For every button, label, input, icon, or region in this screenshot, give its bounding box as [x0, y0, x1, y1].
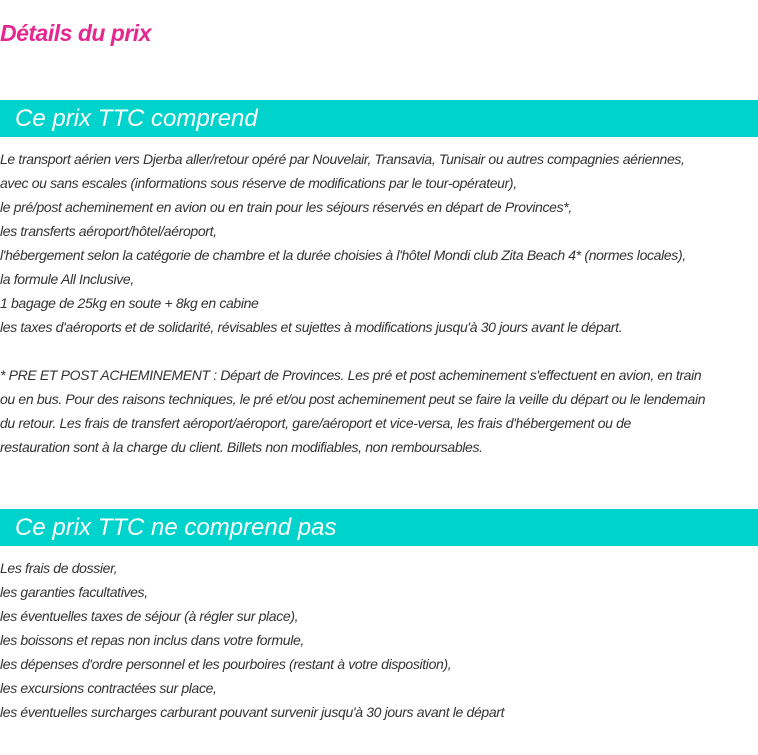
excluded-line: les éventuelles taxes de séjour (à régler sur place), [0, 608, 299, 624]
acheminement-note-line: du retour. Les frais de transfert aéroport/aéroport, gare/aéroport et vice-versa, les frais d'hébergement ou de [0, 415, 631, 431]
section-header-included: Ce prix TTC comprend [0, 100, 758, 137]
excluded-line: les éventuelles surcharges carburant pouvant survenir jusqu'à 30 jours avant le départ [0, 704, 505, 720]
included-line: Le transport aérien vers Djerba aller/retour opéré par Nouvelair, Transavia, Tunisair ou autres compagnies aériennes, [0, 151, 685, 167]
included-line: avec ou sans escales (informations sous réserve de modifications par le tour-opérateur), [0, 175, 517, 191]
excluded-line: Les frais de dossier, [0, 560, 118, 576]
excluded-line: les excursions contractées sur place, [0, 680, 217, 696]
included-line: la formule All Inclusive, [0, 271, 134, 287]
section-header-excluded: Ce prix TTC ne comprend pas [0, 509, 758, 546]
acheminement-note-line: * PRE ET POST ACHEMINEMENT : Départ de Provinces. Les pré et post acheminement s'effectuent en avion, en train [0, 367, 702, 383]
acheminement-note-line: ou en bus. Pour des raisons techniques, le pré et/ou post acheminement peut se faire la veille du départ ou le lendemain [0, 391, 706, 407]
included-line: les transferts aéroport/hôtel/aéroport, [0, 223, 217, 239]
page-title: Détails du prix [0, 20, 151, 46]
included-line: les taxes d'aéroports et de solidarité, révisables et sujettes à modifications jusqu'à 30 jours avant le départ. [0, 319, 623, 335]
included-line: le pré/post acheminement en avion ou en train pour les séjours réservés en départ de Provinces*, [0, 199, 572, 215]
excluded-line: les garanties facultatives, [0, 584, 148, 600]
excluded-line: les boissons et repas non inclus dans votre formule, [0, 632, 304, 648]
acheminement-note-line: restauration sont à la charge du client. Billets non modifiables, non remboursables. [0, 439, 483, 455]
included-line: 1 bagage de 25kg en soute + 8kg en cabine [0, 295, 259, 311]
included-line: l'hébergement selon la catégorie de chambre et la durée choisies à l'hôtel Mondi club Zita Beach 4* (normes locales), [0, 247, 686, 263]
excluded-line: les dépenses d'ordre personnel et les pourboires (restant à votre disposition), [0, 656, 452, 672]
